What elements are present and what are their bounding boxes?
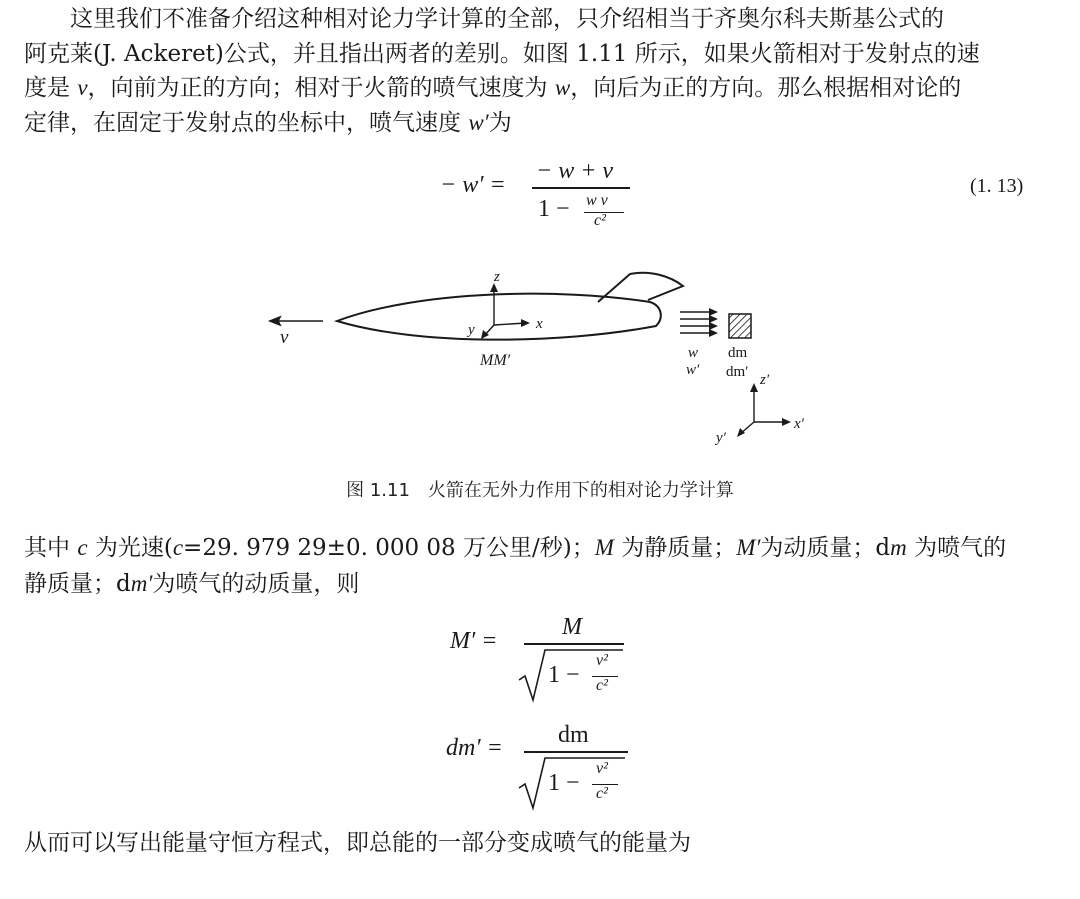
text-line: 其中 c 为光速(c=29. 979 29±0. 000 08 万公里/秒)；M 为静质量；M′为动质量；dm 为喷气的: [24, 535, 1007, 561]
figure-label-mass: MM′: [480, 352, 511, 369]
radical-denominator: c²: [596, 677, 608, 694]
fraction-bar: [524, 751, 628, 753]
radical-one: 1 −: [548, 662, 580, 688]
text-line: 从而可以写出能量守恒方程式，即总能的一部分变成喷气的能量为: [24, 830, 691, 856]
figure-label-dm: dm: [728, 345, 748, 361]
equation-lhs: − w′ =: [440, 172, 506, 198]
text-line: 定律，在固定于发射点的坐标中，喷气速度 w′为: [24, 109, 512, 136]
denominator-numerator: w v: [586, 192, 608, 209]
denominator-denominator: c²: [594, 212, 606, 229]
equation-lhs: M′ =: [450, 628, 498, 654]
figure-label-z-prime: z′: [760, 372, 770, 388]
figure-label-w: w: [688, 345, 699, 361]
text-line: 静质量；dm′为喷气的动质量，则: [24, 571, 360, 597]
equation-numerator: dm: [558, 722, 589, 748]
exhaust-arrows: [680, 308, 718, 337]
figure-label-x: x: [536, 316, 543, 332]
figure-label-y: y: [468, 322, 475, 338]
equation-numerator: M: [562, 614, 582, 640]
radical-denominator: c²: [596, 785, 608, 802]
figure-label-w-prime: w′: [686, 362, 700, 378]
symbol-w: w: [554, 75, 571, 100]
equation-number: (1. 13): [970, 175, 1024, 197]
figure-caption: 图 1.11 火箭在无外力作用下的相对论力学计算: [346, 480, 734, 501]
rocket-axes: [481, 283, 530, 339]
rocket-body: [337, 294, 661, 340]
symbol-w-prime: w′: [468, 109, 489, 135]
figure-label-y-prime: y′: [716, 430, 726, 446]
radical-numerator: v²: [596, 652, 608, 669]
velocity-arrow: [270, 317, 323, 325]
launch-axes: [737, 383, 791, 437]
figure-label-dm-prime: dm′: [726, 364, 749, 380]
text-line: 阿克莱(J. Ackeret)公式，并且指出两者的差别。如图 1.11 所示，如果火箭相对于发射点的速: [24, 40, 980, 67]
figure-label-z: z: [494, 269, 500, 285]
exhaust-mass-element: [729, 314, 751, 338]
symbol-v: v: [77, 75, 88, 100]
paragraph-energy: [24, 826, 1054, 861]
equation-lhs: dm′ =: [446, 735, 503, 761]
radical-numerator: v²: [596, 760, 608, 777]
equation-numerator: − w + v: [536, 158, 614, 184]
radical-one: 1 −: [548, 770, 580, 796]
figure-label-x-prime: x′: [794, 416, 804, 432]
paragraph-definitions: [24, 530, 1054, 602]
text-line: 这里我们不准备介绍这种相对论力学计算的全部，只介绍相当于齐奥尔科夫斯基公式的: [24, 6, 944, 32]
denominator-one: 1 −: [538, 196, 570, 222]
fraction-bar: [524, 643, 624, 645]
text-line: 度是 v，向前为正的方向；相对于火箭的喷气速度为 w，向后为正的方向。那么根据相对论的: [24, 75, 962, 101]
figure-label-v: v: [280, 327, 289, 348]
